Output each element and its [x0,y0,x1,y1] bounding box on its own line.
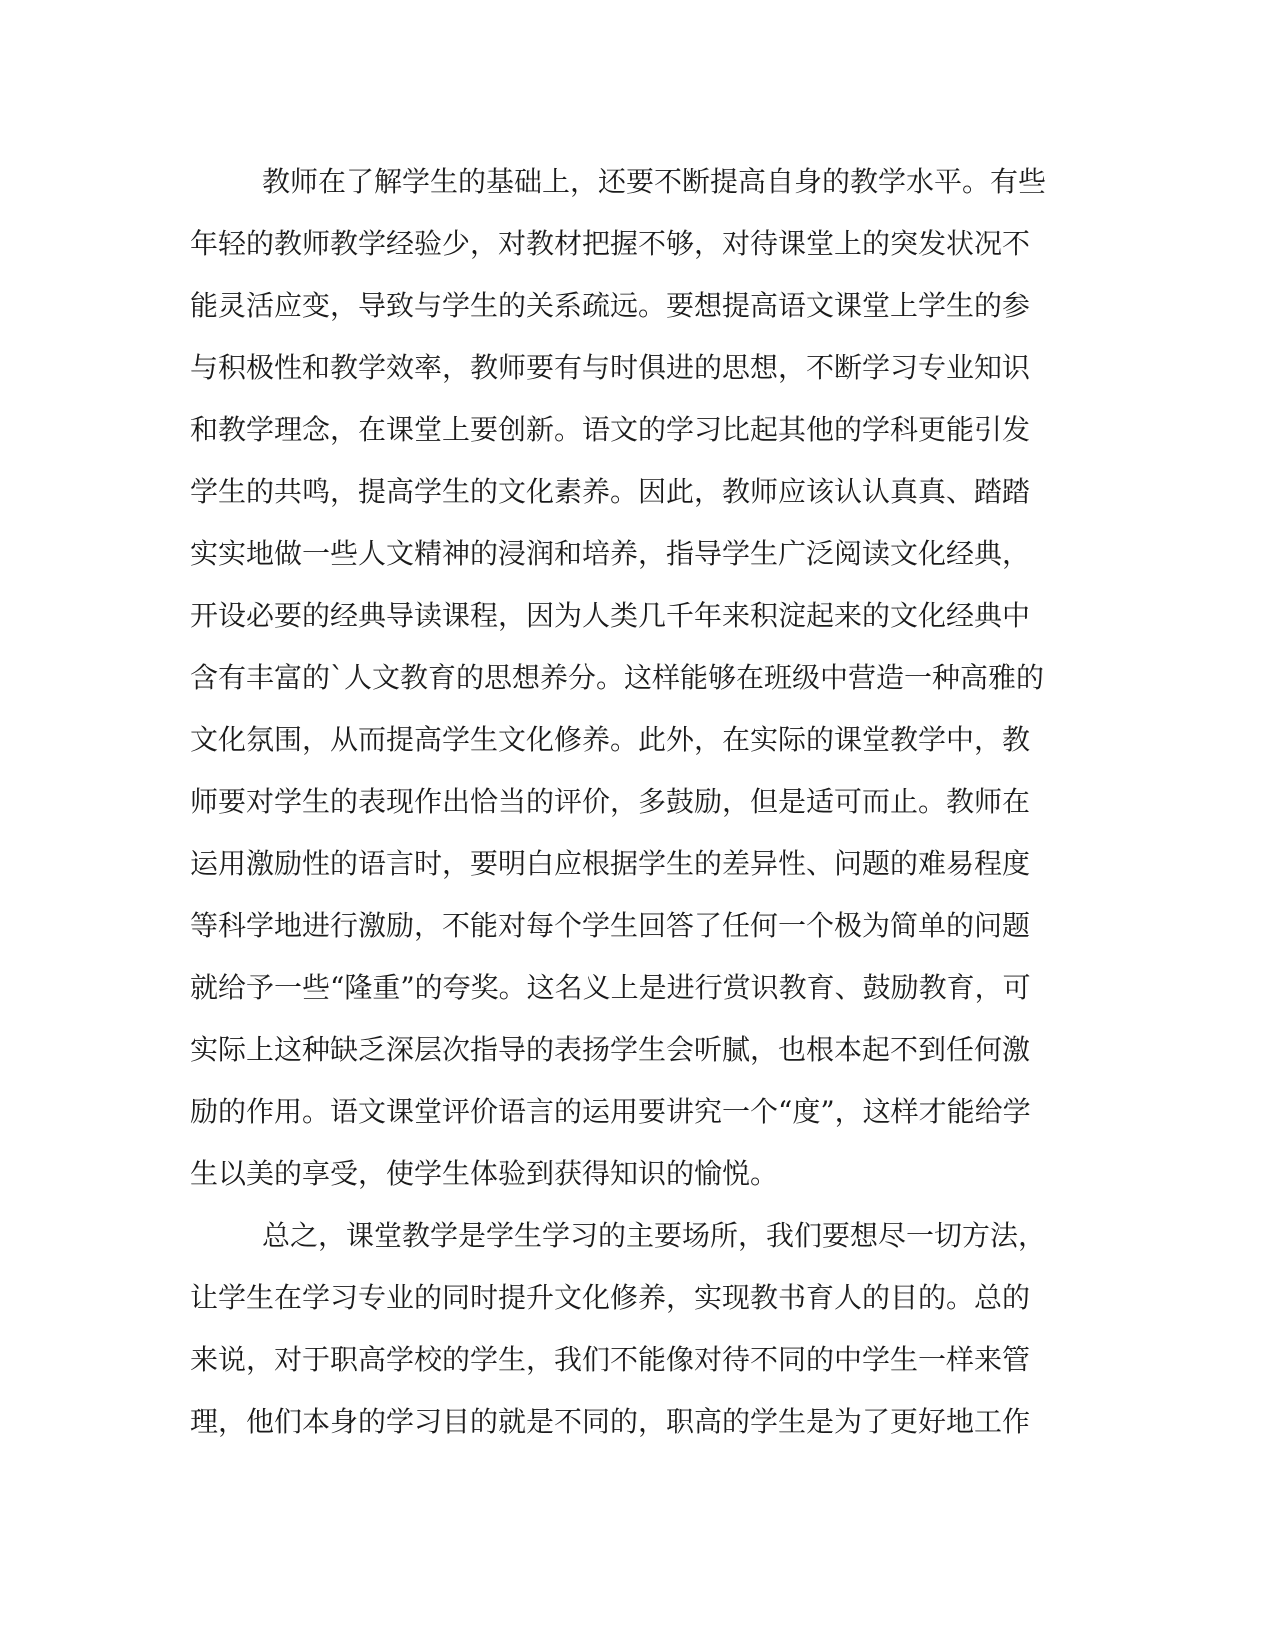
text-line: 含有丰富的`人文教育的思想养分。这样能够在班级中营造一种高雅的 [190,661,1045,694]
text-line: 总之，课堂教学是学生学习的主要场所，我们要想尽一切方法， [262,1219,1047,1252]
text-line: 教师在了解学生的基础上，还要不断提高自身的教学水平。有些 [262,165,1047,198]
text-line: 师要对学生的表现作出恰当的评价，多鼓励，但是适可而止。教师在 [190,785,1031,818]
text-line: 生以美的享受，使学生体验到获得知识的愉悦。 [190,1157,779,1190]
text-line: 运用激励性的语言时，要明白应根据学生的差异性、问题的难易程度 [190,847,1031,880]
text-line: 来说，对于职高学校的学生，我们不能像对待不同的中学生一样来管 [190,1343,1031,1376]
text-line: 文化氛围，从而提高学生文化修养。此外，在实际的课堂教学中，教 [190,723,1031,756]
text-line: 学生的共鸣，提高学生的文化素养。因此，教师应该认认真真、踏踏 [190,475,1031,508]
text-line: 和教学理念，在课堂上要创新。语文的学习比起其他的学科更能引发 [190,413,1031,446]
text-line: 让学生在学习专业的同时提升文化修养，实现教书育人的目的。总的 [190,1281,1031,1314]
text-line: 励的作用。语文课堂评价语言的运用要讲究一个“度”，这样才能给学 [190,1095,1031,1128]
text-line: 等科学地进行激励，不能对每个学生回答了任何一个极为简单的问题 [190,909,1031,942]
text-line: 就给予一些“隆重”的夸奖。这名义上是进行赏识教育、鼓励教育，可 [190,971,1031,1004]
text-line: 实实地做一些人文精神的浸润和培养，指导学生广泛阅读文化经典， [190,537,1031,570]
text-line: 年轻的教师教学经验少，对教材把握不够，对待课堂上的突发状况不 [190,227,1031,260]
text-line: 能灵活应变，导致与学生的关系疏远。要想提高语文课堂上学生的参 [190,289,1031,322]
text-line: 开设必要的经典导读课程，因为人类几千年来积淀起来的文化经典中 [190,599,1031,632]
text-line: 与积极性和教学效率，教师要有与时俱进的思想，不断学习专业知识 [190,351,1031,384]
text-line: 理，他们本身的学习目的就是不同的，职高的学生是为了更好地工作 [190,1405,1031,1438]
text-line: 实际上这种缺乏深层次指导的表扬学生会听腻，也根本起不到任何激 [190,1033,1031,1066]
